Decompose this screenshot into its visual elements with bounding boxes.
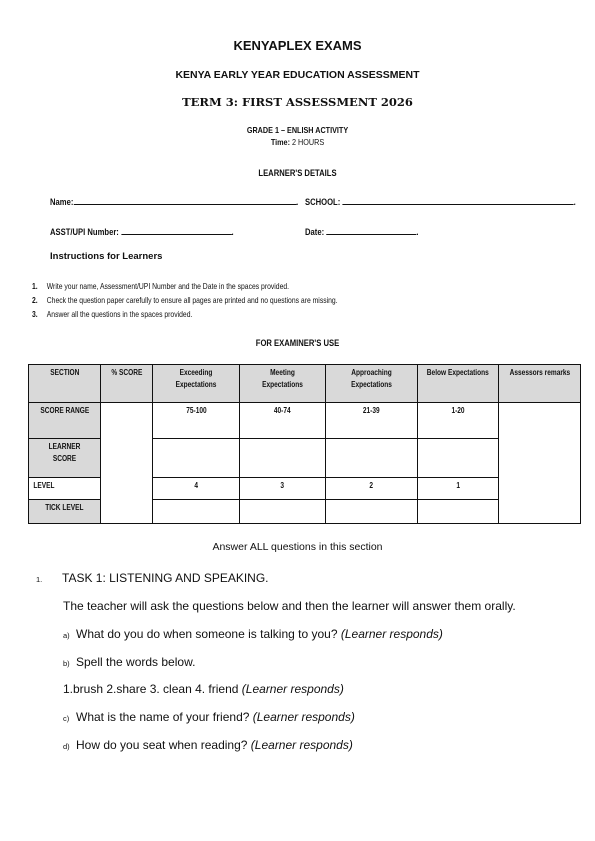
header-cell: Meeting Expectations	[240, 365, 326, 403]
percent-score-cell[interactable]	[101, 403, 153, 524]
instruction-item: 1. Write your name, Assessment/UPI Number and the Date in the spaces provided.	[32, 281, 290, 291]
header-cell: Below Expectations	[418, 365, 499, 403]
header-cell: Exceeding Expectations	[153, 365, 240, 403]
row-label-cell: TICK LEVEL	[29, 500, 101, 524]
grade-subject: GRADE 1 – ENLISH ACTIVITY	[246, 125, 349, 135]
question-c: c) What is the name of your friend? (Learner responds)	[63, 710, 355, 724]
date-field-row: Date: .	[305, 227, 419, 237]
name-field-row: Name: .	[50, 197, 299, 207]
table-cell: 75-100	[153, 403, 240, 439]
score-table	[28, 364, 581, 524]
header-cell: % SCORE	[101, 365, 153, 403]
table-cell: 40-74	[240, 403, 326, 439]
table-cell: 4	[153, 478, 240, 500]
question-d: d) How do you seat when reading? (Learner responds)	[63, 738, 353, 752]
exam-title: KENYAPLEX EXAMS	[233, 38, 362, 53]
examiners-use-heading: FOR EXAMINER'S USE	[255, 338, 340, 348]
time-line	[45, 137, 551, 147]
date-input-line[interactable]	[326, 226, 416, 235]
table-cell: 21-39	[326, 403, 418, 439]
tick-level-cell[interactable]	[418, 500, 499, 524]
time-value: 2 HOURS	[292, 137, 325, 147]
exam-subtitle: KENYA EARLY YEAR EDUCATION ASSESSMENT	[175, 69, 420, 81]
instruction-item: 2. Check the question paper carefully to ensure all pages are printed and no questions are missing.	[32, 295, 338, 305]
table-header-row	[29, 365, 581, 403]
term-heading: TERM 3: FIRST ASSESSMENT 2026	[182, 95, 413, 109]
table-cell: 3	[240, 478, 326, 500]
table-cell: 1	[418, 478, 499, 500]
task-heading: 1. TASK 1: LISTENING AND SPEAKING.	[36, 571, 269, 585]
row-label-cell: LEARNER SCORE	[29, 439, 101, 478]
learner-score-cell[interactable]	[418, 439, 499, 478]
question-b: b) Spell the words below.	[63, 655, 196, 669]
row-label-cell: SCORE RANGE	[29, 403, 101, 439]
learner-details-heading: LEARNER'S DETAILS	[258, 168, 337, 178]
header-cell: Assessors remarks	[499, 365, 581, 403]
learner-score-cell[interactable]	[326, 439, 418, 478]
instruction-item: 3. Answer all the questions in the spaces provided.	[32, 309, 193, 319]
instructions-title: Instructions for Learners	[50, 251, 163, 262]
name-label: Name:	[50, 197, 74, 207]
name-input-line[interactable]	[73, 196, 296, 205]
section-note: Answer ALL questions in this section	[212, 541, 383, 553]
time-label: Time:	[270, 137, 290, 147]
upi-label: ASST/UPI Number:	[50, 227, 119, 237]
task-intro: The teacher will ask the questions below and then the learner will answer them orally.	[63, 599, 516, 613]
row-label-cell: LEVEL	[29, 478, 101, 500]
learner-score-cell[interactable]	[153, 439, 240, 478]
upi-input-line[interactable]	[121, 226, 232, 235]
date-label: Date:	[305, 227, 325, 237]
table-cell: 1-20	[418, 403, 499, 439]
question-a: a) What do you do when someone is talking to you? (Learner responds)	[63, 627, 443, 641]
spelling-words: 1.brush 2.share 3. clean 4. friend (Learner responds)	[63, 682, 344, 696]
tick-level-cell[interactable]	[240, 500, 326, 524]
school-label: SCHOOL:	[305, 197, 341, 207]
tick-level-cell[interactable]	[326, 500, 418, 524]
assessors-remarks-cell[interactable]	[499, 403, 581, 524]
table-cell: 2	[326, 478, 418, 500]
school-input-line[interactable]	[342, 196, 573, 205]
school-field-row: SCHOOL: .	[305, 197, 576, 207]
learner-score-cell[interactable]	[240, 439, 326, 478]
tick-level-cell[interactable]	[153, 500, 240, 524]
upi-field-row: ASST/UPI Number: .	[50, 227, 234, 237]
table-row	[29, 403, 581, 439]
header-cell: SECTION	[29, 365, 101, 403]
header-cell: Approaching Expectations	[326, 365, 418, 403]
